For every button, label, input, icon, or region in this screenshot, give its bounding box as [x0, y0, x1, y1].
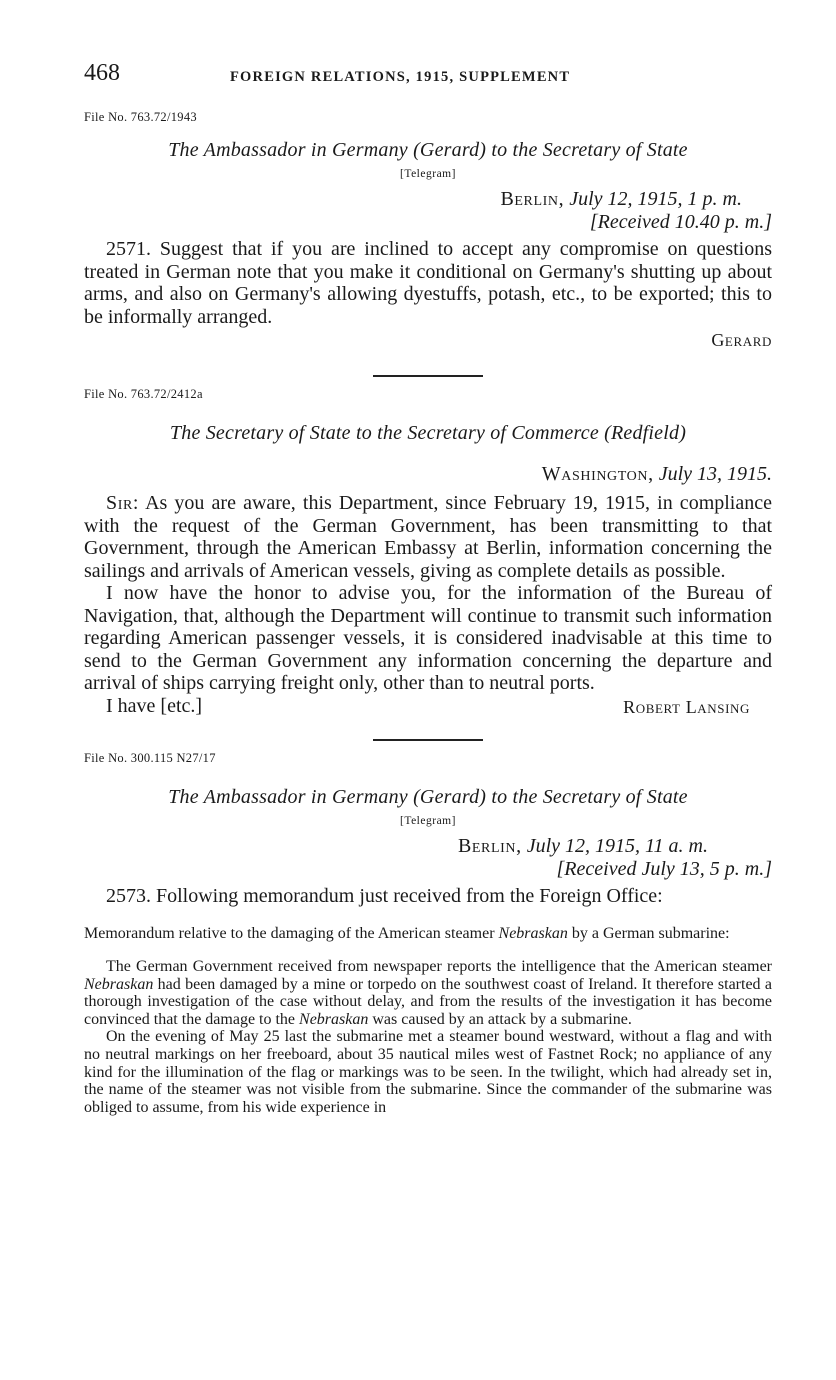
page-header	[84, 60, 772, 100]
memorandum-paragraph: On the evening of May 25 last the submarine met a steamer bound westward, without a flag and with no neutral markings on her freeboard, about 35 nautical miles west of Fastnet Rock; no appliance of any kind for the illumination of the flag or markings was to be seen. In the twilight, which had already set in, the name of the steamer was not visible from the submarine. Since the commander of the submarine was obliged to assume, from his wide experience in	[84, 1028, 772, 1116]
document-title: The Ambassador in Germany (Gerard) to the Secretary of State	[168, 785, 688, 808]
dateline	[84, 188, 772, 234]
salutation: Sir:	[106, 492, 140, 514]
dateline-place: Berlin,	[457, 834, 522, 857]
telegram-body: 2573. Following memorandum just received from the Foreign Office:	[106, 884, 663, 907]
ship-name: Nebraskan	[84, 975, 154, 993]
running-title: FOREIGN RELATIONS, 1915, SUPPLEMENT	[230, 69, 571, 85]
signature: Gerard	[711, 330, 772, 350]
dateline-date: July 13, 1915.	[658, 463, 772, 485]
document-title: The Secretary of State to the Secretary of Commerce (Redfield)	[169, 422, 687, 444]
received-note: [Received July 13, 5 p. m.]	[556, 857, 772, 880]
file-number: File No. 763.72/2412a	[84, 387, 203, 401]
document-page	[84, 60, 772, 1116]
telegram-body: 2571. Suggest that if you are inclined to accept any compromise on questions treated in German note that you make it conditional on Germany's shutting up about arms, and also on Germany's allowing dyestuffs, potash, etc., to be exported; this to be informally arranged.	[84, 238, 772, 328]
memo-intro-text: by a German submarine:	[567, 925, 730, 942]
page-number: 468	[84, 60, 120, 86]
section-divider	[373, 739, 483, 741]
document-title: The Ambassador in Germany (Gerard) to the Secretary of State	[168, 139, 688, 161]
memo-text: had been damaged by a mine or torpedo on the southwest coast of Ireland. It therefore started a thorough investigation of the case without delay, and from the results of the investigation it has become convinced that the damage to the	[84, 975, 772, 1028]
letter-paragraph	[84, 492, 772, 582]
file-number: File No. 763.72/1943	[84, 110, 197, 124]
letter-paragraph: I now have the honor to advise you, for the information of the Bureau of Navigation, that, although the Department will continue to transmit such information regarding American passenger vessels, it is considered inadvisable at this time to send to the German Government any information concerning the departure and arrival of ships carrying freight only, other than to neutral ports.	[84, 582, 772, 694]
complimentary-close: I have [etc.]	[106, 694, 203, 717]
received-note: [Received 10.40 p. m.]	[589, 211, 772, 233]
memo-intro-text: Memorandum relative to the damaging of the American steamer	[84, 925, 499, 942]
signature: Robert Lansing	[623, 696, 750, 717]
file-number: File No. 300.115 N27/17	[84, 750, 216, 765]
dateline	[84, 835, 772, 881]
section-divider	[373, 375, 483, 377]
memo-text: The German Government received from newspaper reports the intelligence that the American steamer	[106, 958, 772, 975]
memorandum-paragraph	[84, 958, 772, 1028]
ship-name: Nebraskan	[498, 925, 568, 942]
paragraph-text: As you are aware, this Department, since February 19, 1915, in compliance with the request of the German Government, has been transmitting to that Government, through the American Embassy at Berlin, information concerning the sailings and arrivals of American vessels, giving as complete details as possible.	[84, 492, 772, 582]
dateline-place: Berlin,	[500, 188, 565, 210]
ship-name: Nebraskan	[299, 1010, 369, 1028]
closing-line	[84, 695, 772, 719]
document-gerard-2571	[84, 110, 772, 351]
dateline-place: Washington,	[541, 463, 654, 485]
document-gerard-2573	[84, 751, 772, 1117]
dateline-date: July 12, 1915, 1 p. m.	[569, 188, 742, 210]
telegram-label: [Telegram]	[400, 814, 456, 827]
memorandum-intro	[84, 925, 772, 942]
dateline	[84, 463, 772, 486]
dateline-date: July 12, 1915, 11 a. m.	[526, 834, 708, 857]
memo-text: was caused by an attack by a submarine.	[368, 1010, 632, 1028]
document-lansing-redfield	[84, 387, 772, 719]
telegram-label: [Telegram]	[400, 168, 456, 180]
